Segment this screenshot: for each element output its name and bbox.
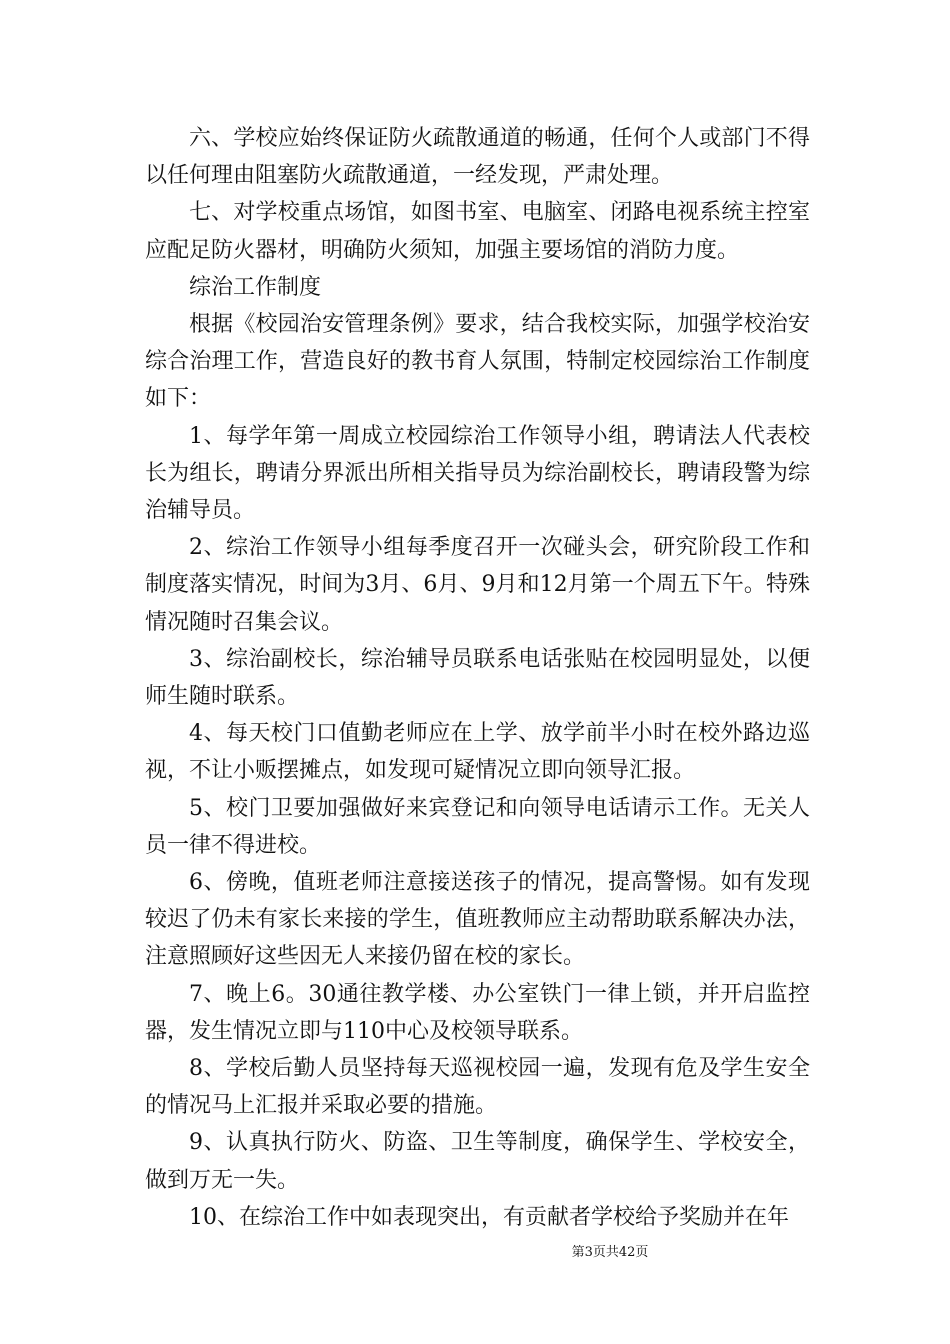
paragraph-1: 六、学校应始终保证防火疏散通道的畅通，任何个人或部门不得以任何理由阻塞防火疏散通道，一经发现，严肃处理。	[145, 126, 810, 189]
rule-item-2: 2、综治工作领导小组每季度召开一次碰头会，研究阶段工作和制度落实情况，时间为3月、6月、9月和12月第一个周五下午。特殊情况随时召集会议。	[145, 535, 810, 635]
section-heading: 综治工作制度	[189, 274, 322, 300]
rule-item-5: 5、校门卫要加强做好来宾登记和向领导电话请示工作。无关人员一律不得进校。	[145, 795, 810, 858]
rule-item-7: 7、晚上6。30通往教学楼、办公室铁门一律上锁，并开启监控器，发生情况立即与110中心及校领导联系。	[145, 981, 810, 1044]
paragraph-intro: 根据《校园治安管理条例》要求，结合我校实际，加强学校治安综合治理工作，营造良好的教书育人氛围，特制定校园综治工作制度如下：	[145, 312, 810, 412]
rule-item-10: 10、在综治工作中如表现突出，有贡献者学校给予奖励并在年	[189, 1204, 789, 1230]
rule-item-8: 8、学校后勤人员坚持每天巡视校园一遍，发现有危及学生安全的情况马上汇报并采取必要的措施。	[145, 1056, 810, 1119]
rule-item-6: 6、傍晚，值班老师注意接送孩子的情况，提高警惕。如有发现较迟了仍未有家长来接的学生，值班教师应主动帮助联系解决办法，注意照顾好这些因无人来接仍留在校的家长。	[145, 870, 810, 970]
rule-item-3: 3、综治副校长，综治辅导员联系电话张贴在校园明显处，以便师生随时联系。	[145, 646, 810, 710]
page-number-footer: 第3页共42页	[571, 1245, 649, 1260]
document-body	[145, 120, 810, 1236]
rule-item-1: 1、每学年第一周成立校园综治工作领导小组，聘请法人代表校长为组长，聘请分界派出所相关指导员为综治副校长，聘请段警为综治辅导员。	[145, 423, 810, 524]
paragraph-2: 七、对学校重点场馆，如图书室、电脑室、闭路电视系统主控室应配足防火器材，明确防火须知，加强主要场馆的消防力度。	[145, 200, 810, 263]
rule-item-4: 4、每天校门口值勤老师应在上学、放学前半小时在校外路边巡视，不让小贩摆摊点，如发现可疑情况立即向领导汇报。	[145, 721, 810, 784]
rule-item-9: 9、认真执行防火、防盗、卫生等制度，确保学生、学校安全，做到万无一失。	[145, 1130, 810, 1193]
